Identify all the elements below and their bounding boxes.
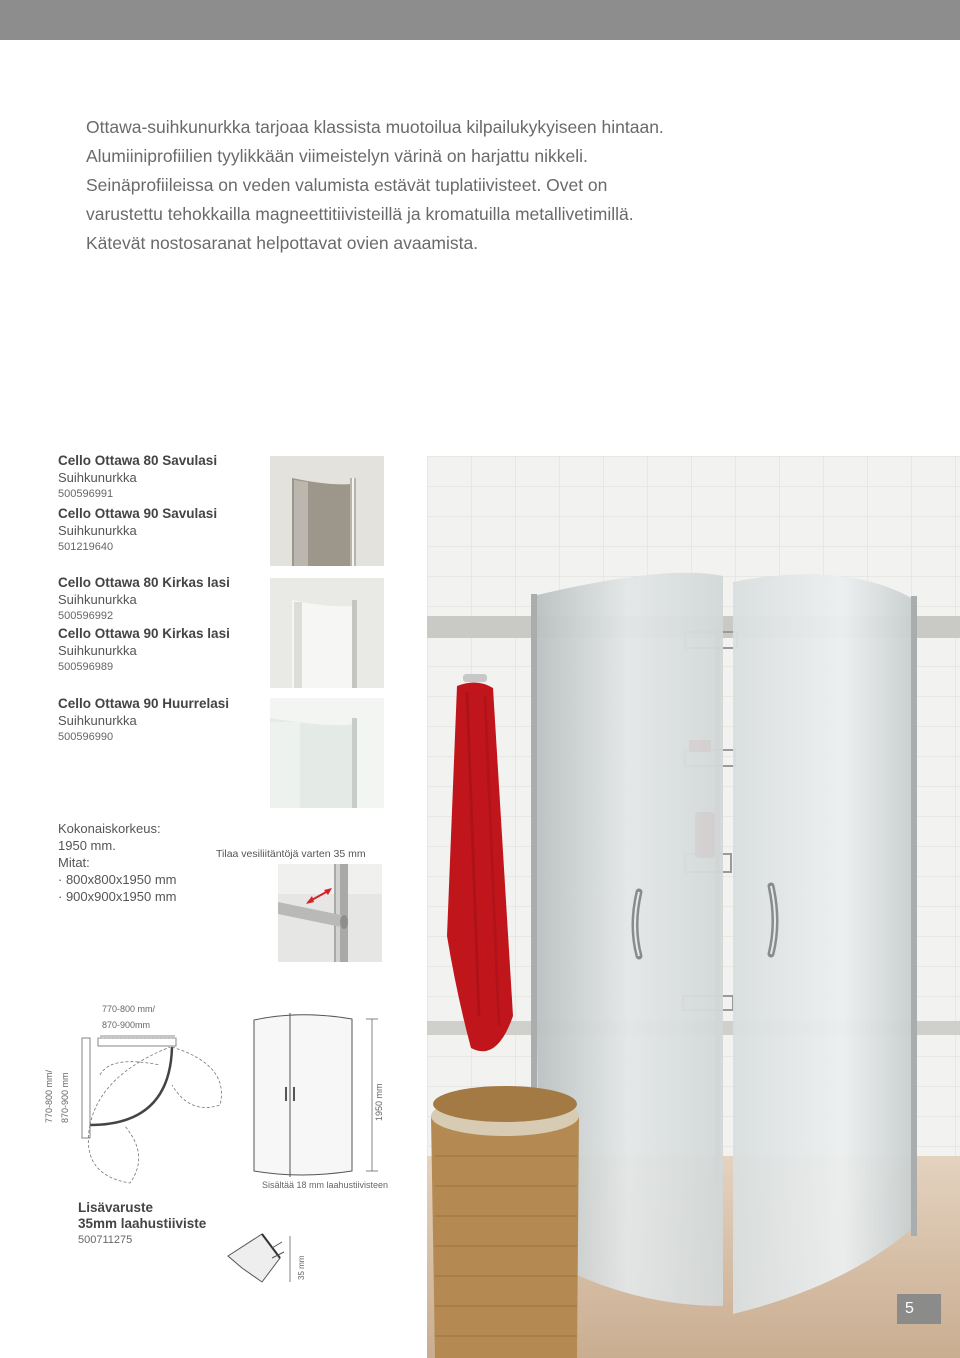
sizes-label: Mitat: [58, 855, 90, 870]
clear-glass-thumbnail [270, 578, 384, 688]
product-type: Suihkunurkka [58, 470, 137, 485]
intro-paragraph: Ottawa-suihkunurkka tarjoaa klassista muotoilua kilpailukykyiseen hintaan. Alumiiniprofiilien tyylikkään viimeistelyn värinä on harjattu nikkeli. Seinäprofiileissa on veden valumista estävät tuplatiivisteet. Ovet on varustettu tehokkailla magneettitiivisteillä ja kromatuilla metallivetimillä. Kätevät nostosaranat helpottavat ovien avaamista. [86, 117, 664, 253]
frosted-glass-thumbnail [270, 698, 384, 808]
depth-label-2: 870-900 mm [60, 1072, 70, 1123]
dimension-diagram [40, 995, 390, 1190]
product-type: Suihkunurkka [58, 523, 137, 538]
width-label-1: 770-800 mm/ [102, 1004, 156, 1014]
accessory-dimension: 35 mm [297, 1255, 306, 1280]
shower-photo [427, 456, 960, 1358]
accessory-title: Lisävaruste [78, 1200, 154, 1215]
product-item [58, 452, 217, 503]
size-option: · 900x900x1950 mm [58, 889, 177, 904]
pipe-note: Tilaa vesiliitäntöjä varten 35 mm [216, 848, 366, 860]
smoked-glass-thumbnail [270, 456, 384, 566]
accessory-code: 500711275 [78, 1234, 133, 1246]
product-item [58, 574, 230, 625]
product-title: Cello Ottawa 90 Huurrelasi [58, 696, 230, 711]
width-label-2: 870-900mm [102, 1020, 151, 1030]
accessory-subtitle: 35mm laahustiiviste [78, 1216, 207, 1231]
height-value: 1950 mm. [58, 838, 116, 853]
height-label: Kokonaiskorkeus: [58, 821, 161, 836]
product-type: Suihkunurkka [58, 713, 137, 728]
product-code: 500596991 [58, 488, 114, 500]
pipe-detail-image [278, 864, 382, 962]
product-title: Cello Ottawa 80 Savulasi [58, 453, 218, 468]
product-title: Cello Ottawa 90 Savulasi [58, 506, 218, 521]
seal-profile-drawing [222, 1228, 322, 1288]
product-item [58, 505, 217, 556]
product-code: 501219640 [58, 541, 114, 553]
height-dimension: 1950 mm [374, 1083, 384, 1121]
product-title: Cello Ottawa 90 Kirkas lasi [58, 626, 230, 641]
page-number: 5 [905, 1300, 914, 1317]
product-item [58, 625, 230, 676]
product-title: Cello Ottawa 80 Kirkas lasi [58, 575, 230, 590]
product-item [58, 695, 229, 746]
product-code: 500596989 [58, 661, 114, 673]
product-type: Suihkunurkka [58, 643, 137, 658]
product-code: 500596990 [58, 731, 114, 743]
product-type: Suihkunurkka [58, 592, 137, 607]
top-bar [0, 0, 960, 40]
accessory-block [78, 1200, 206, 1248]
seal-note: Sisältää 18 mm laahustiivisteen [262, 1180, 389, 1190]
product-code: 500596992 [58, 610, 114, 622]
depth-label-1: 770-800 mm/ [44, 1069, 54, 1123]
size-option: · 800x800x1950 mm [58, 872, 177, 887]
dimensions-spec [58, 820, 177, 905]
